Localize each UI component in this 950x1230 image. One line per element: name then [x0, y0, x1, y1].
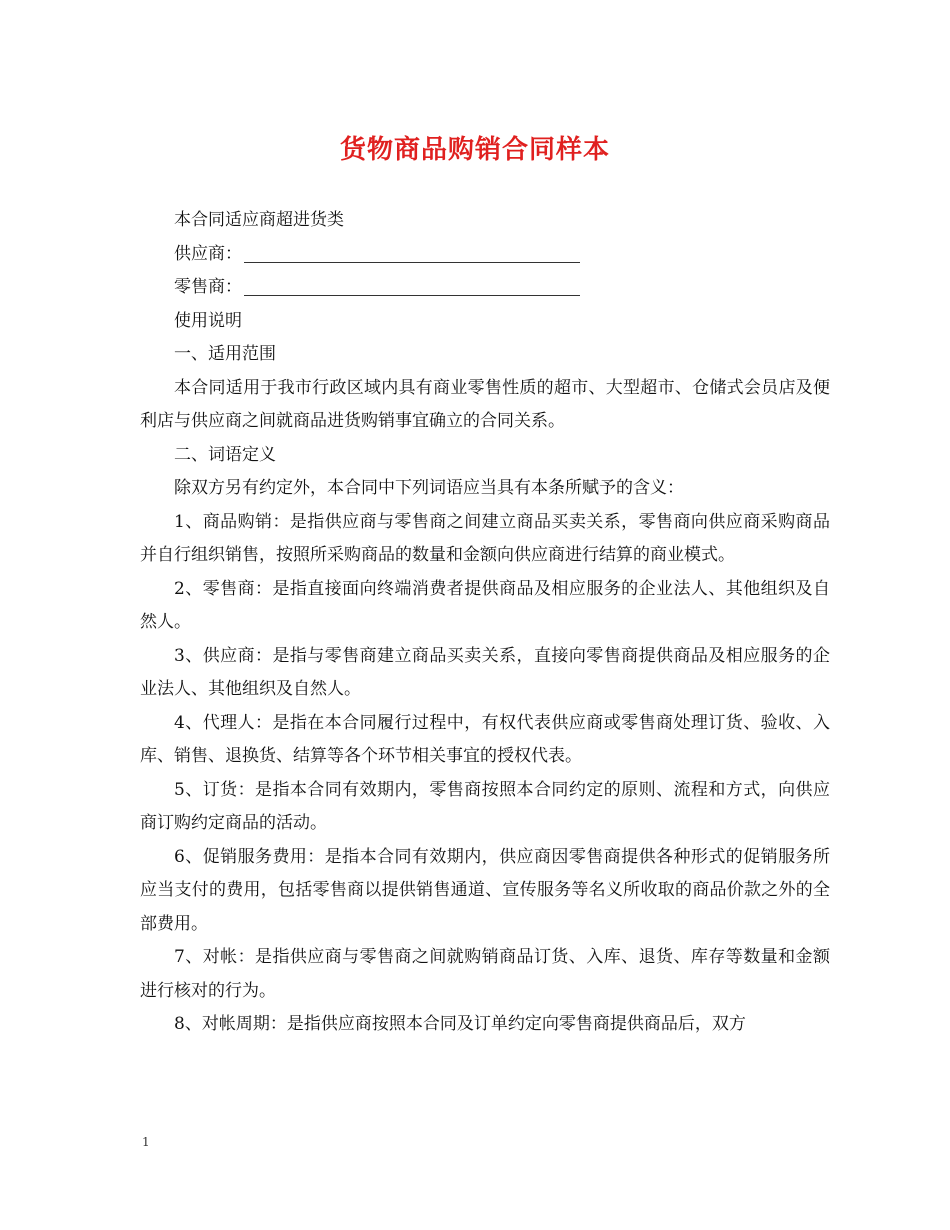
document-body: [140, 204, 830, 1042]
section1-paragraph: 本合同适用于我市行政区域内具有商业零售性质的超市、大型超市、仓储式会员店及便利店与供应商之间就商品进货购销事宜确立的合同关系。: [140, 377, 830, 431]
intro-line: 本合同适应商超进货类: [174, 210, 344, 230]
section2-heading: 二、词语定义: [174, 444, 276, 465]
supplier-field: [140, 238, 830, 272]
definition-paragraph: 5、订货：是指本合同有效期内，零售商按照本合同约定的原则、流程和方式，向供应商订购约定商品的活动。: [140, 779, 830, 833]
definition-paragraph: 1、商品购销：是指供应商与零售商之间建立商品买卖关系，零售商向供应商采购商品并自行组织销售，按照所采购商品的数量和金额向供应商进行结算的商业模式。: [140, 511, 830, 565]
supplier-blank-line: [244, 244, 580, 263]
definition-paragraph: 3、供应商：是指与零售商建立商品买卖关系，直接向零售商提供商品及相应服务的企业法人、其他组织及自然人。: [140, 645, 830, 699]
definition-paragraph: 7、对帐：是指供应商与零售商之间就购销商品订货、入库、退货、库存等数量和金额进行核对的行为。: [140, 947, 830, 1001]
definition-paragraph: 6、促销服务费用：是指本合同有效期内，供应商因零售商提供各种形式的促销服务所应当支付的费用，包括零售商以提供销售通道、宣传服务等名义所收取的商品价款之外的全部费用。: [140, 846, 830, 934]
document-title: 货物商品购销合同样本: [339, 135, 610, 165]
section1-heading: 一、适用范围: [174, 344, 276, 364]
definition-paragraph: 2、零售商：是指直接面向终端消费者提供商品及相应服务的企业法人、其他组织及自然人。: [140, 578, 830, 632]
retailer-blank-line: [244, 277, 580, 296]
page-number: 1: [142, 1135, 150, 1149]
supplier-label: 供应商：: [174, 243, 242, 264]
definition-paragraph: 4、代理人：是指在本合同履行过程中，有权代表供应商或零售商处理订货、验收、入库、销售、退换货、结算等各个环节相关事宜的授权代表。: [140, 712, 830, 766]
section2-intro: 除双方另有约定外，本合同中下列词语应当具有本条所赋予的含义：: [174, 478, 684, 498]
definition-paragraph: 8、对帐周期：是指供应商按照本合同及订单约定向零售商提供商品后，双方: [174, 1014, 746, 1034]
retailer-label: 零售商：: [174, 277, 242, 297]
retailer-field: [140, 271, 830, 305]
usage-heading: 使用说明: [174, 310, 242, 331]
